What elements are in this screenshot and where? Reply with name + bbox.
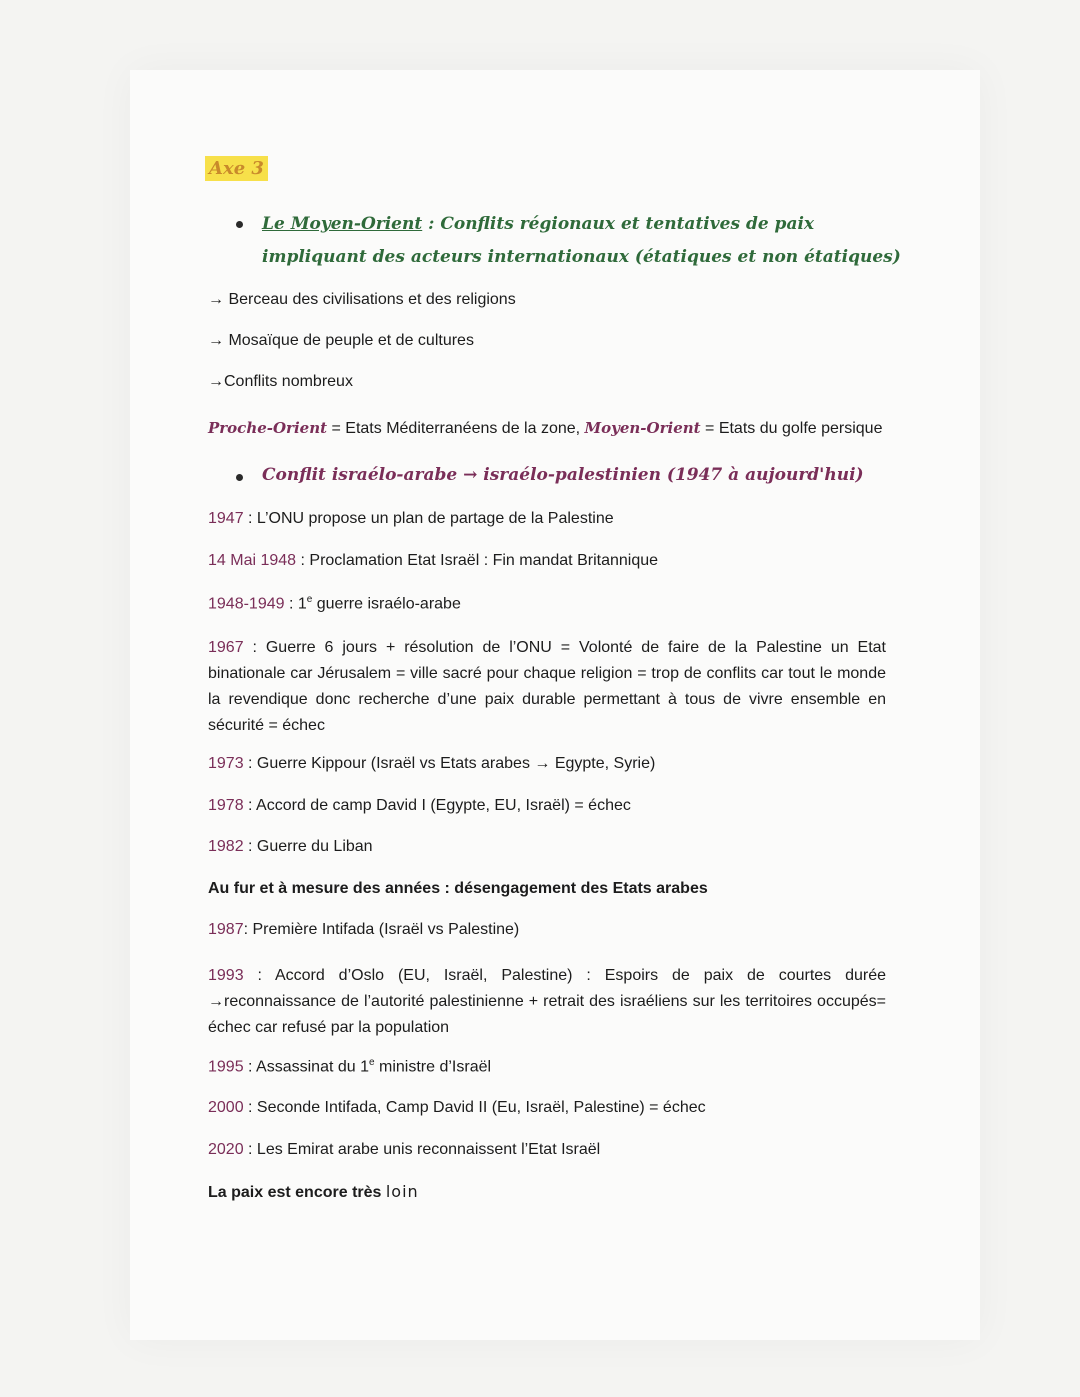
event-text: : Guerre Kippour (Israël vs Etats arabes → Egypte, Syrie) [243,755,656,772]
event-1947 [208,510,614,528]
event-year: 1967 [208,639,244,656]
event-year: 2020 [208,1141,244,1158]
event-text: : Accord de camp David I (Egypte, EU, Israël) = échec [243,797,631,814]
event-text: : Guerre 6 jours + résolution de l’ONU = Volonté de faire de la Palestine un Etat binationale car Jérusalem = ville sacré pour chaque religion = trop de conflits car tout le monde la revendique donc recherche d’une paix durable permettant à tous de vivre ensemble en sécurité = échec [208,639,886,734]
event-year: 1948-1949 [208,595,285,613]
point-3: →Conflits nombreux [208,373,353,390]
handwritten-word: loin [385,1182,419,1201]
event-1995 [208,1057,491,1076]
event-text: : Proclamation Etat Israël : Fin mandat Britannique [296,552,659,569]
event-year: 1947 [208,510,244,527]
event-year: 1982 [208,838,244,855]
event-1978 [208,797,631,815]
event-text: : Seconde Intifada, Camp David II (Eu, Israël, Palestine) = échec [243,1099,706,1116]
term-moyen-orient: Moyen-Orient [584,419,701,437]
event-text-2: ministre d’Israël [374,1058,492,1076]
event-1948-1949 [208,594,461,613]
event-year: 1993 [208,967,244,984]
disengagement-note: Au fur et à mesure des années : désengagement des Etats arabes [208,880,708,897]
event-year: 1995 [208,1058,244,1076]
def-proche-orient: = Etats Méditerranéens de la zone, [327,420,585,437]
conclusion [208,1182,419,1202]
conclusion-text: La paix est encore très [208,1184,386,1201]
event-1973 [208,755,655,773]
section-title-moyen-orient [262,208,902,274]
bullet [236,221,243,228]
event-year: 1978 [208,797,244,814]
event-year: 2000 [208,1099,244,1116]
superscript: e [369,1057,375,1068]
event-1982 [208,838,373,856]
event-text: : 1 [284,595,307,613]
event-1967 [208,635,886,739]
event-year: 1973 [208,755,244,772]
event-text: : Les Emirat arabe unis reconnaissent l’Etat Israël [243,1141,601,1158]
title-term: Le Moyen-Orient [262,214,423,234]
title-rest: : Conflits régionaux et tentatives de paix impliquant des acteurs internationaux (étatiques et non étatiques) [262,214,901,267]
event-text: : L’ONU propose un plan de partage de la Palestine [243,510,614,527]
event-text: : Première Intifada (Israël vs Palestine) [243,921,520,938]
bullet [236,474,243,481]
axe-label: Axe 3 [205,156,268,181]
point-1: → Berceau des civilisations et des religions [208,291,516,308]
event-text: : Guerre du Liban [243,838,373,855]
event-year: 1987 [208,921,244,938]
point-2: → Mosaïque de peuple et de cultures [208,332,474,349]
event-2020 [208,1141,600,1159]
superscript: e [306,594,313,605]
event-text: : Accord d’Oslo (EU, Israël, Palestine) : Espoirs de paix de courtes durée →reconnaissance de l’autorité palestinienne + retrait des israéliens sur les territoires occupés= échec car refusé par la population [208,967,886,1036]
event-1993 [208,963,886,1041]
event-1987 [208,921,519,939]
definition-line [208,419,882,438]
event-year: 14 Mai 1948 [208,552,297,569]
section-title-conflit: Conflit israélo-arabe → israélo-palestinien (1947 à aujourd'hui) [262,465,864,485]
event-2000 [208,1099,706,1117]
event-1948 [208,552,658,570]
def-moyen-orient: = Etats du golfe persique [700,420,883,437]
term-proche-orient: Proche-Orient [208,419,328,437]
event-text: : Assassinat du 1 [243,1058,369,1076]
event-text-2: guerre israélo-arabe [312,595,461,613]
